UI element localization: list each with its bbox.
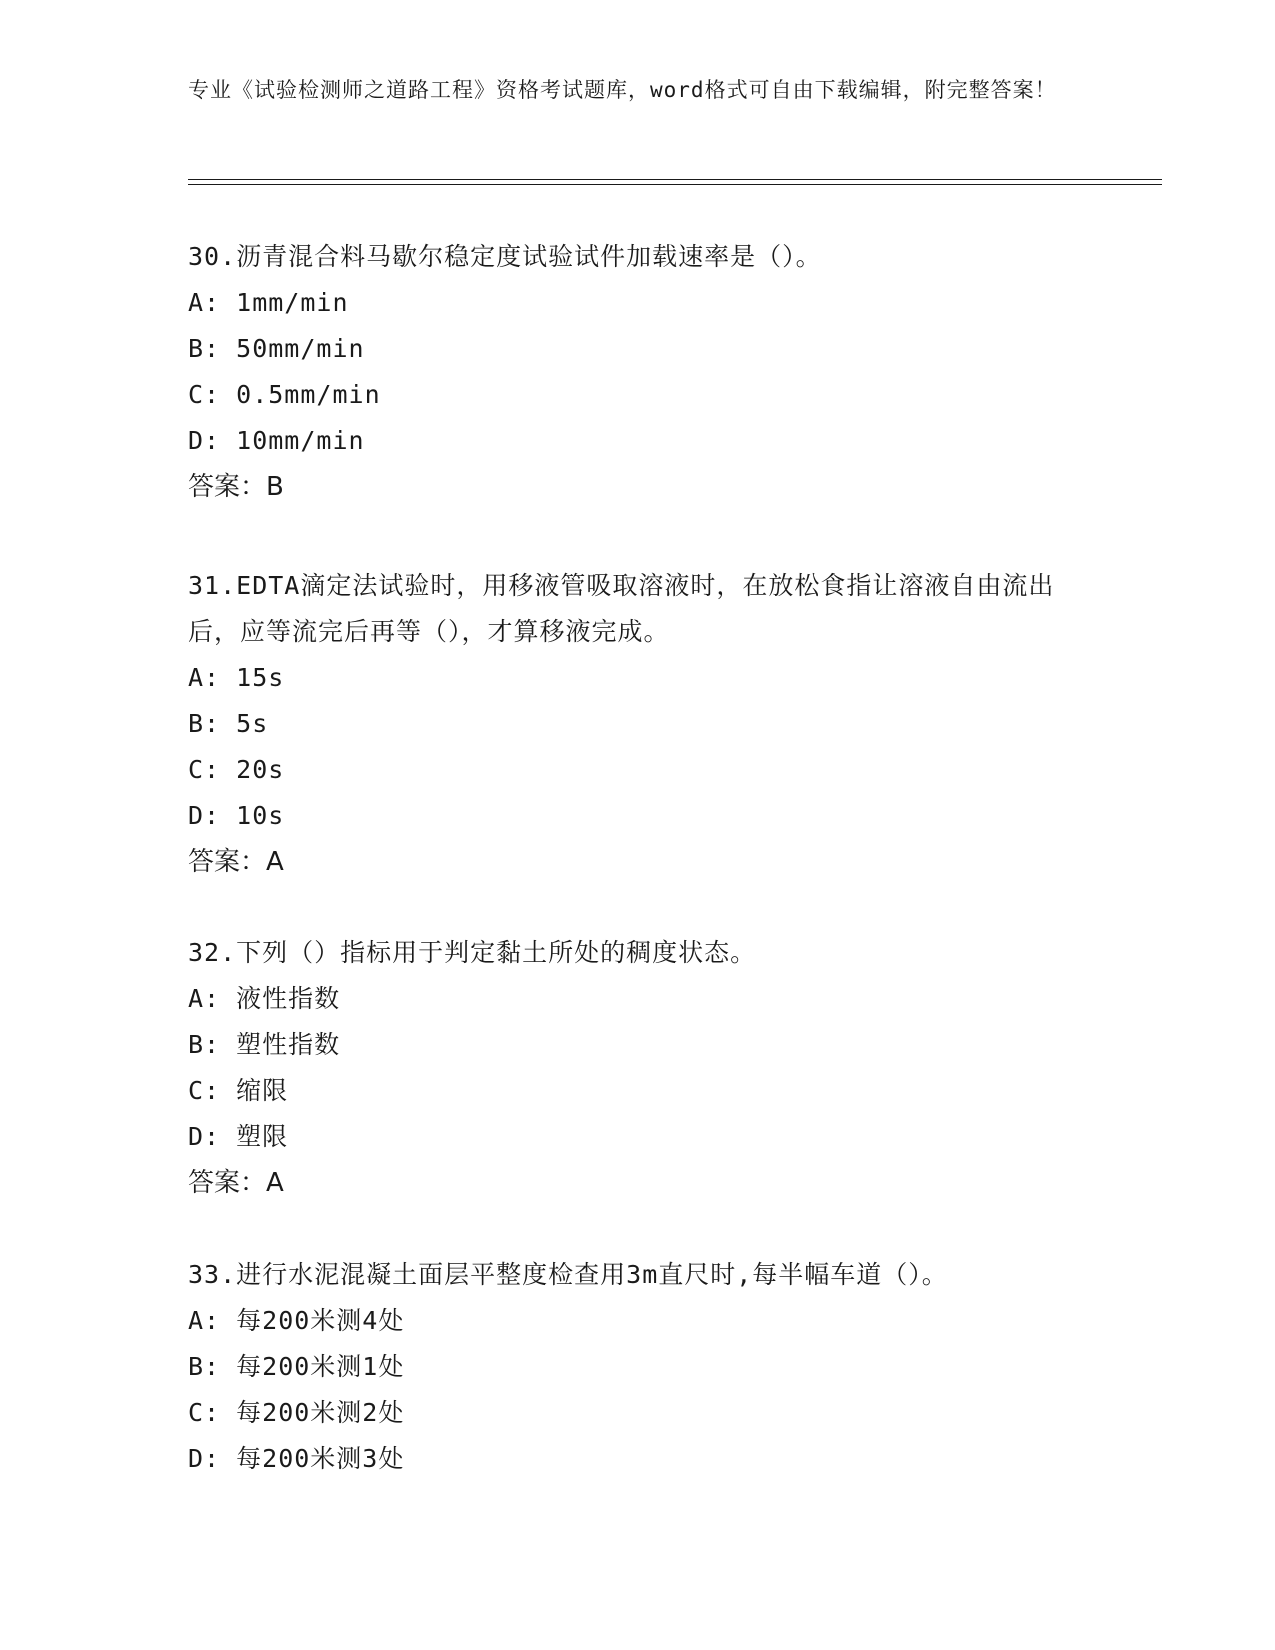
question-stem: 33.进行水泥混凝土面层平整度检查用3m直尺时,每半幅车道（）。 [188, 1260, 948, 1289]
answer-text: 答案：B [188, 472, 284, 502]
option-c: C: 0.5mm/min [188, 380, 381, 409]
header-divider-top [188, 179, 1162, 180]
option-a: A: 每200米测4处 [188, 1306, 405, 1335]
option-a: A: 液性指数 [188, 984, 341, 1013]
question-stem: 31.EDTA滴定法试验时，用移液管吸取溶液时，在放松食指让溶液自由流出后，应等流完后再等（），才算移液完成。 [188, 571, 1055, 646]
option-c: C: 缩限 [188, 1076, 289, 1105]
option-d: D: 每200米测3处 [188, 1444, 405, 1473]
question-31 [188, 563, 1088, 885]
option-b: B: 5s [188, 709, 269, 738]
document-header: 专业《试验检测师之道路工程》资格考试题库，word格式可自由下载编辑，附完整答案！ [188, 78, 1057, 102]
header-divider-bottom [188, 184, 1162, 185]
question-stem: 30.沥青混合料马歇尔稳定度试验试件加载速率是（）。 [188, 242, 822, 271]
answer-text: 答案：A [188, 847, 284, 877]
option-d: D: 塑限 [188, 1122, 289, 1151]
option-b: B: 塑性指数 [188, 1030, 341, 1059]
option-d: D: 10mm/min [188, 426, 365, 455]
option-c: C: 20s [188, 755, 285, 784]
option-a: A: 1mm/min [188, 288, 349, 317]
answer-text: 答案：A [188, 1168, 284, 1198]
option-d: D: 10s [188, 801, 285, 830]
option-a: A: 15s [188, 663, 285, 692]
question-33 [188, 1252, 1088, 1482]
question-30 [188, 234, 1088, 510]
option-c: C: 每200米测2处 [188, 1398, 405, 1427]
option-b: B: 每200米测1处 [188, 1352, 405, 1381]
question-32 [188, 930, 1088, 1206]
question-stem: 32.下列（）指标用于判定黏土所处的稠度状态。 [188, 938, 757, 967]
option-b: B: 50mm/min [188, 334, 365, 363]
